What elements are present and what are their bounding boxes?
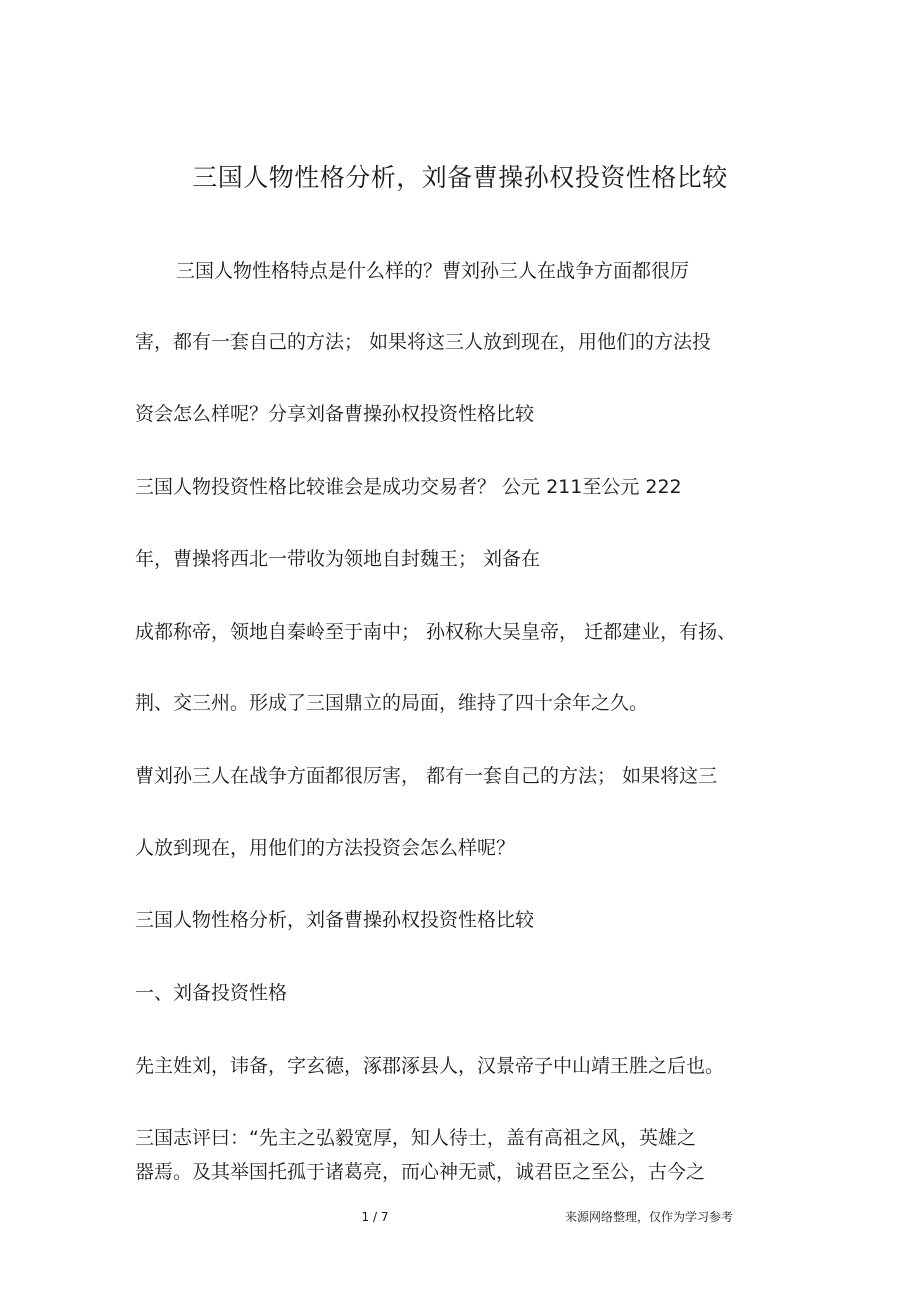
paragraph-line: 年，曹操将西北一带收为领地自封魏王； 刘备在 [135,548,541,570]
page-title: 三国人物性格分析，刘备曹操孙权投资性格比较 [192,163,728,192]
paragraph-line: 荆、交三州。形成了三国鼎立的局面，维持了四十余年之久。 [135,692,649,714]
section-title-line: 三国人物性格分析，刘备曹操孙权投资性格比较 [135,909,535,931]
paragraph-line: 成都称帝，领地自秦岭至于南中； 孙权称大吴皇帝， 迁都建业，有扬、 [135,621,737,643]
source-note: 来源网络整理，仅作为学习参考 [565,1210,734,1224]
page-number: 1 / 7 [361,1210,389,1224]
paragraph-line: 先主姓刘，讳备，字玄德，涿郡涿县人，汉景帝子中山靖王胜之后也。 [135,1055,725,1077]
paragraph-line: 人放到现在，用他们的方法投资会怎么样呢？ [135,837,516,859]
paragraph-line: 三国人物性格特点是什么样的？曹刘孙三人在战争方面都很厉 [176,260,690,282]
paragraph-line: 资会怎么样呢？分享刘备曹操孙权投资性格比较 [135,403,535,425]
quote-line: 器焉。及其举国托孤于诸葛亮，而心神无贰，诚君臣之至公，古今之 [135,1161,706,1183]
paragraph-line: 害，都有一套自己的方法； 如果将这三人放到现在，用他们的方法投 [135,331,712,353]
paragraph-line: 三国人物投资性格比较谁会是成功交易者？ 公元 211至公元 222 [135,476,682,498]
paragraph-line: 曹刘孙三人在战争方面都很厉害， 都有一套自己的方法； 如果将这三 [135,765,718,787]
section-heading: 一、刘备投资性格 [135,982,288,1004]
quote-line: 三国志评曰：“先主之弘毅宽厚，知人待士，盖有高祖之风，英雄之 [135,1127,696,1149]
